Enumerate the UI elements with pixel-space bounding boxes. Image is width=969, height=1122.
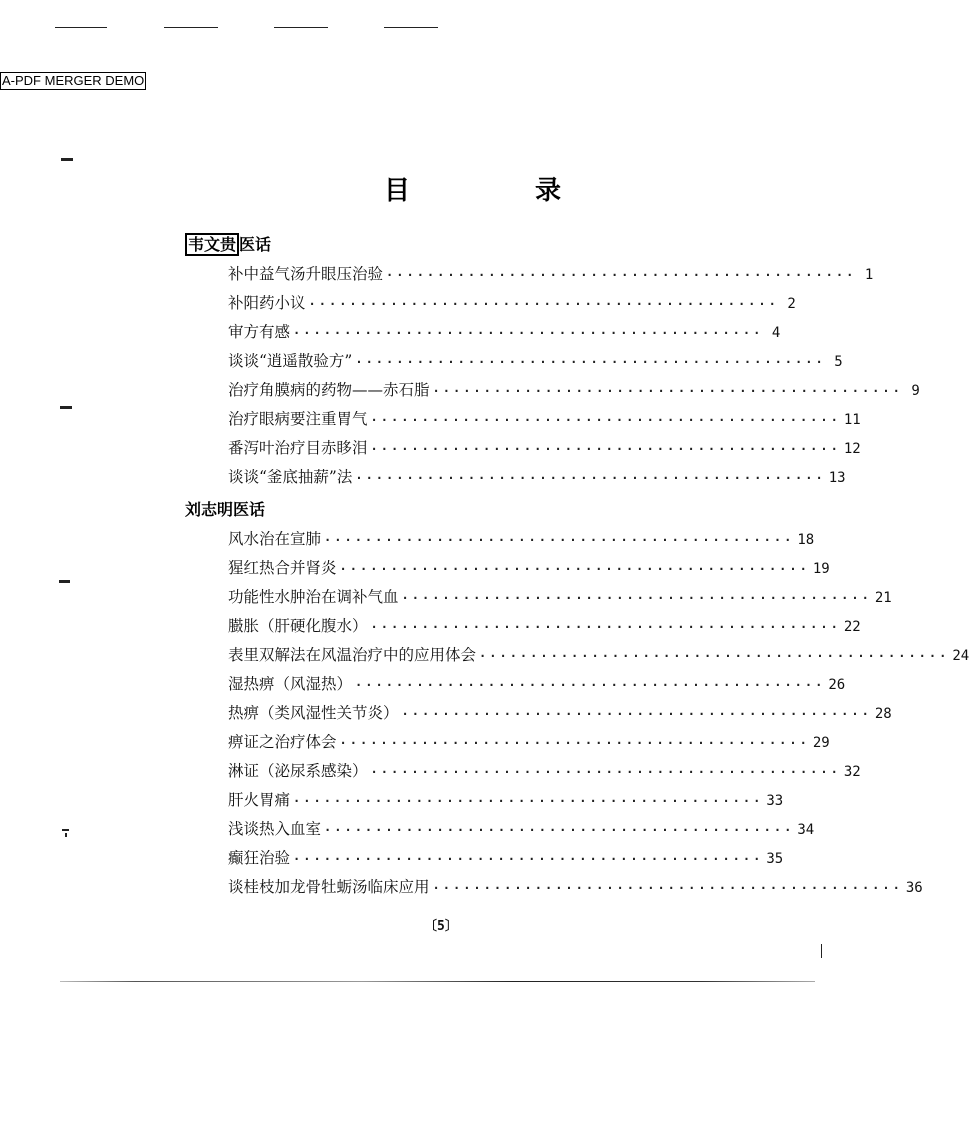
toc-entry-title: 痹证之治疗体会 xyxy=(228,733,337,751)
toc-entry[interactable] xyxy=(228,759,861,783)
toc-entry-title: 补中益气汤升眼压治验 xyxy=(228,265,384,283)
toc-entry-title: 猩红热合并肾炎 xyxy=(228,559,337,577)
scan-speck xyxy=(62,829,69,831)
leader-dots: ·············································· xyxy=(370,413,841,427)
header-rule-3 xyxy=(274,27,328,28)
header-rule-4 xyxy=(384,27,438,28)
leader-dots: ·············································· xyxy=(324,823,795,837)
leader-dots: ·············································· xyxy=(479,649,950,663)
toc-entry[interactable] xyxy=(228,817,815,841)
toc-entry[interactable] xyxy=(228,465,846,489)
toc-entry-page: 32 xyxy=(843,764,861,780)
toc-entry-page: 22 xyxy=(843,619,861,635)
toc-entry-title: 番泻叶治疗目赤眵泪 xyxy=(228,439,368,457)
toc-entry[interactable] xyxy=(228,701,892,725)
toc-entry-title: 淋证（泌尿系感染） xyxy=(228,762,368,780)
toc-entry-page: 9 xyxy=(911,383,920,399)
toc-entry[interactable] xyxy=(228,262,874,286)
leader-dots: ·············································· xyxy=(370,765,841,779)
scan-speck xyxy=(60,406,72,409)
leader-dots: ·············································· xyxy=(339,736,810,750)
leader-dots: ·············································· xyxy=(370,620,841,634)
toc-entry-page: 18 xyxy=(797,532,815,548)
toc-entry[interactable] xyxy=(228,436,861,460)
toc-entry-title: 谈桂枝加龙骨牡蛎汤临床应用 xyxy=(228,878,430,896)
toc-entry-page: 21 xyxy=(874,590,892,606)
toc-entry-page: 1 xyxy=(864,267,874,283)
toc-entry[interactable] xyxy=(228,614,861,638)
toc-entry-title: 治疗眼病要注重胃气 xyxy=(228,410,368,428)
toc-entry-title: 浅谈热入血室 xyxy=(228,820,322,838)
toc-entry-page: 2 xyxy=(787,296,796,312)
toc-entry-title: 湿热痹（风湿热） xyxy=(228,675,353,693)
toc-entry-title: 治疗角膜病的药物——赤石脂 xyxy=(228,381,430,399)
leader-dots: ·············································· xyxy=(370,442,841,456)
leader-dots: ·············································· xyxy=(293,794,764,808)
leader-dots: ·············································· xyxy=(432,384,903,398)
toc-entry-page: 11 xyxy=(843,412,861,428)
toc-entry[interactable] xyxy=(228,672,846,696)
toc-entry-page: 24 xyxy=(952,648,969,664)
toc-entry-page: 5 xyxy=(834,354,843,370)
toc-entry[interactable] xyxy=(228,846,784,870)
section-heading-wei xyxy=(185,232,271,255)
leader-dots: ·············································· xyxy=(432,881,903,895)
leader-dots: ·············································· xyxy=(355,471,826,485)
leader-dots: ·············································· xyxy=(355,678,826,692)
toc-entry[interactable] xyxy=(228,349,843,373)
toc-entry-page: 12 xyxy=(843,441,861,457)
toc-entry-page: 34 xyxy=(797,822,815,838)
scan-speck xyxy=(59,580,70,583)
toc-entry[interactable] xyxy=(228,527,815,551)
toc-entry-title: 谈谈“逍遥散验方” xyxy=(228,352,353,370)
toc-entry-title: 功能性水肿治在调补气血 xyxy=(228,588,399,606)
scan-speck xyxy=(65,833,67,837)
toc-entry-title: 热痹（类风湿性关节炎） xyxy=(228,704,399,722)
toc-entry[interactable] xyxy=(228,585,892,609)
toc-entry-page: 36 xyxy=(905,880,923,896)
leader-dots: ·············································· xyxy=(324,533,795,547)
scan-speck xyxy=(61,158,73,161)
toc-entry-title: 臌胀（肝硬化腹水） xyxy=(228,617,368,635)
toc-entry[interactable] xyxy=(228,643,969,667)
toc-entry-title: 肝火胃痛 xyxy=(228,791,291,809)
toc-entry-page: 28 xyxy=(874,706,892,722)
toc-entry[interactable] xyxy=(228,556,830,580)
section-heading-liu: 刘志明医话 xyxy=(185,500,266,519)
leader-dots: ·············································· xyxy=(339,562,810,576)
header-rule-1 xyxy=(55,27,107,28)
toc-entry-page: 13 xyxy=(828,470,846,486)
bottom-rule xyxy=(60,981,815,982)
toc-entry-title: 癫狂治验 xyxy=(228,849,291,867)
toc-entry[interactable] xyxy=(228,407,861,431)
page-number: 〔5〕 xyxy=(424,919,458,934)
leader-dots: ·············································· xyxy=(401,591,872,605)
toc-entry[interactable] xyxy=(228,730,830,754)
leader-dots: ·············································· xyxy=(293,852,764,866)
toc-entry-page: 4 xyxy=(771,325,781,341)
toc-entry[interactable] xyxy=(228,291,796,315)
toc-entry-page: 19 xyxy=(812,561,830,577)
toc-entry-page: 35 xyxy=(766,851,784,867)
toc-entry[interactable] xyxy=(228,320,781,344)
toc-entry-page: 33 xyxy=(766,793,784,809)
watermark: A-PDF MERGER DEMO xyxy=(2,73,145,88)
leader-dots: ·············································· xyxy=(355,355,826,369)
toc-entry-page: 29 xyxy=(812,735,830,751)
section-suffix: 医话 xyxy=(239,235,272,254)
toc-entry-title: 风水治在宣肺 xyxy=(228,530,322,548)
toc-entry[interactable] xyxy=(228,788,784,812)
header-rule-2 xyxy=(164,27,218,28)
toc-entry-title: 谈谈“釜底抽薪”法 xyxy=(228,468,353,486)
toc-entry-title: 表里双解法在风温治疗中的应用体会 xyxy=(228,646,477,664)
toc-entry[interactable] xyxy=(228,875,923,899)
toc-entry-title: 审方有感 xyxy=(228,323,291,341)
leader-dots: ·············································· xyxy=(308,297,779,311)
author-name-boxed: 韦文贵 xyxy=(185,233,239,256)
toc-entry[interactable] xyxy=(228,378,920,402)
toc-entry-page: 26 xyxy=(828,677,846,693)
leader-dots: ·············································· xyxy=(293,326,764,340)
page-title: 目 录 xyxy=(384,176,620,206)
leader-dots: ·············································· xyxy=(401,707,872,721)
toc-entry-title: 补阳药小议 xyxy=(228,294,306,312)
scan-speck xyxy=(821,944,822,958)
leader-dots: ·············································· xyxy=(386,268,857,282)
